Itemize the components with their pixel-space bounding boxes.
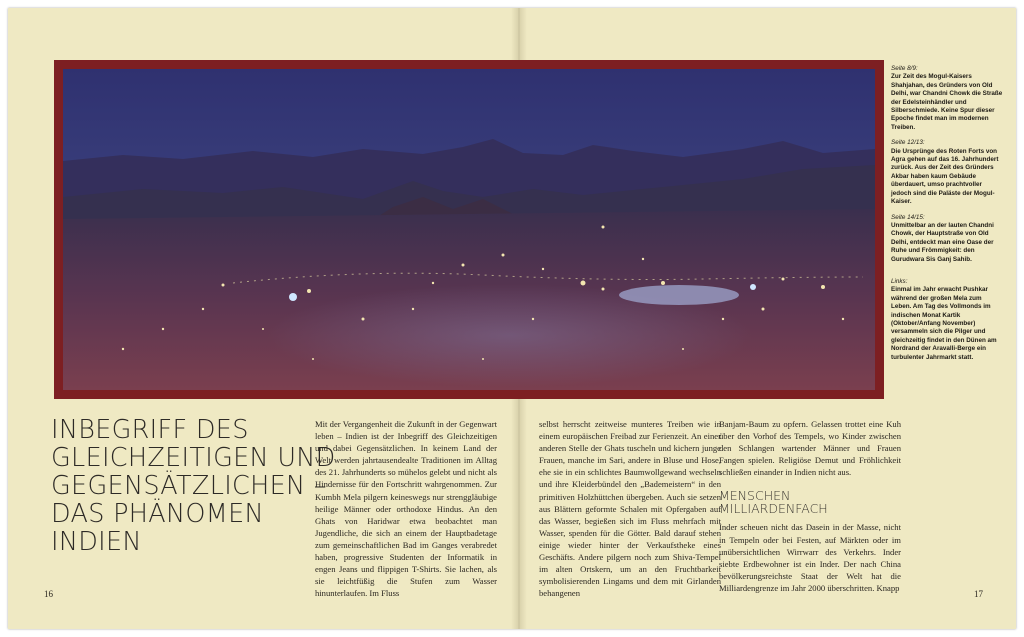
headline-line: DAS PHÄNOMEN [51, 499, 264, 529]
headline-line: INBEGRIFF DES [51, 415, 249, 445]
body-text: Mit der Vergangenheit die Zukunft in der Gegenwart leben – Indien ist der Inbegriff des Gleichzeitigen und dabei Gegensätzlichen. In keinem Land der Welt werden jahrtausendealte Traditionen im Alltag des 21. Jahrhunderts so mühelos gelebt und nicht als Hindernisse für den Fortschritt wahrgenommen. Zur Kumbh Mela pilgern keineswegs nur strenggläubige heilige Männer oder orthodoxe Hindus. An den Ghats von Haridwar etwa beobachtet man Jugendliche, die sich an einem der Hauptbadetage zum gemeinschaftlichen Bad im Ganges verabredet haben, progressive Studenten der Informatik in engen Jeans und flippigen T-Shirts. Sie lachen, als sie leichtfüßig die Stufen zum Wasser hinunterlaufen. Im Fluss [315, 419, 497, 599]
headline-line: GEGENSÄTZLICHEN – [51, 471, 327, 501]
body-text: selbst herrscht zeitweise munteres Treiben wie in einem europäischen Freibad zur Ferienzeit. An einer anderen Stelle der Ghats tuscheln und kichern junge Frauen, manche im Sari, andere in Bluse und Hose, ehe sie in ein schlichtes Baumwollgewand wechseln und ihre Kleiderbündel den „Bademeistern“ in den primitiven Holzhüttchen übergeben. Auch sie setzen aus Blättern geformte Schalen mit Opfergaben auf das Wasser, begießen sich im Fluss mehrfach mit Wasser, spenden für die Götter. Bald darauf stehen einige wieder hinter der Verkaufstheke eines Geschäfts. Andere pilgern noch zum Shiva-Tempel im alten Ortskern, um an den Fruchtbarkeit symbolisierenden Lingams und dem mit Girlanden behangenen [539, 419, 721, 599]
text-column-1 [315, 418, 497, 599]
caption-1 [891, 65, 1003, 132]
caption-text: Die Ursprünge des Roten Forts von Agra gehen auf das 16. Jahrhundert zurück. Aus der Zeit des Gründers Akbar haben kaum Gebäude überdauert, umso prachtvoller jedoch sind die Paläste der Mogul-Kaiser. [891, 147, 999, 206]
caption-text: Unmittelbar an der lauten Chandni Chowk, der Hauptstraße von Old Delhi, entdeckt man eine Oase der Ruhe und Frömmigkeit: den Gurudwara Sis Ganj Sahib. [891, 221, 994, 263]
photo-glow [63, 219, 875, 390]
headline-line: INDIEN [51, 527, 142, 557]
pushkar-night-photo [63, 69, 875, 390]
body-text: Inder scheuen nicht das Dasein in der Masse, nicht in Tempeln oder bei Festen, auf Märkten oder im unübersichtlichen Wirrwarr des Verkehrs. Inder siebte Erdbewohner ist ein Inder. Der nach China bevölkerungsreichste Staat der Welt hat die Milliardengrenze im Jahr 2000 überschritten. Knapp [719, 522, 901, 593]
headline-line: GLEICHZEITIGEN UND [51, 443, 336, 473]
caption-ref: Seite 12/13: [891, 139, 925, 147]
caption-ref: Seite 14/15: [891, 213, 925, 221]
book-spread [8, 8, 1016, 629]
caption-2 [891, 139, 1003, 206]
text-column-2 [539, 418, 721, 599]
caption-4 [891, 278, 1003, 362]
article-headline [51, 415, 336, 557]
body-text: Banjam-Baum zu opfern. Gelassen trottet eine Kuh über den Vorhof des Tempels, wo Kinder zwischen den Schlangen wartender Männer und Frauen Fangen spielen. Religiöse Demut und Fröhlichkeit schließen einander in Indien nicht aus. [719, 419, 901, 478]
photo-lake [619, 285, 739, 305]
page-number-left: 16 [44, 589, 53, 599]
photo-captions [891, 65, 1003, 369]
caption-ref: Seite 8/9: [891, 65, 918, 72]
photo-illustration [63, 69, 875, 390]
caption-text: Einmal im Jahr erwacht Pushkar während der großen Mela zum Leben. Am Tag des Vollmonds im indischen Monat Kartik (Oktober/Anfang November) versammeln sich die Pilger und gleichzeitig findet in den Dünen am Nordrand der Aravalli-Berge ein turbulenter Jahrmarkt statt. [891, 286, 997, 361]
subheading-line: MENSCHEN [719, 488, 791, 504]
photo-frame [54, 60, 884, 399]
caption-text: Zur Zeit des Mogul-Kaisers Shahjahan, des Gründers von Old Delhi, war Chandni Chowk die Straße der Edelsteinhändler und Silberschmiede. Keine Spur dieser Epoche findet man im modernen Treiben. [891, 73, 1003, 131]
subheading-line: MILLIARDENFACH [719, 501, 828, 517]
text-column-3 [719, 418, 901, 594]
section-subheading [719, 489, 901, 515]
page-number-right: 17 [974, 589, 983, 599]
caption-ref: Links: [891, 277, 908, 285]
caption-3 [891, 214, 1003, 264]
